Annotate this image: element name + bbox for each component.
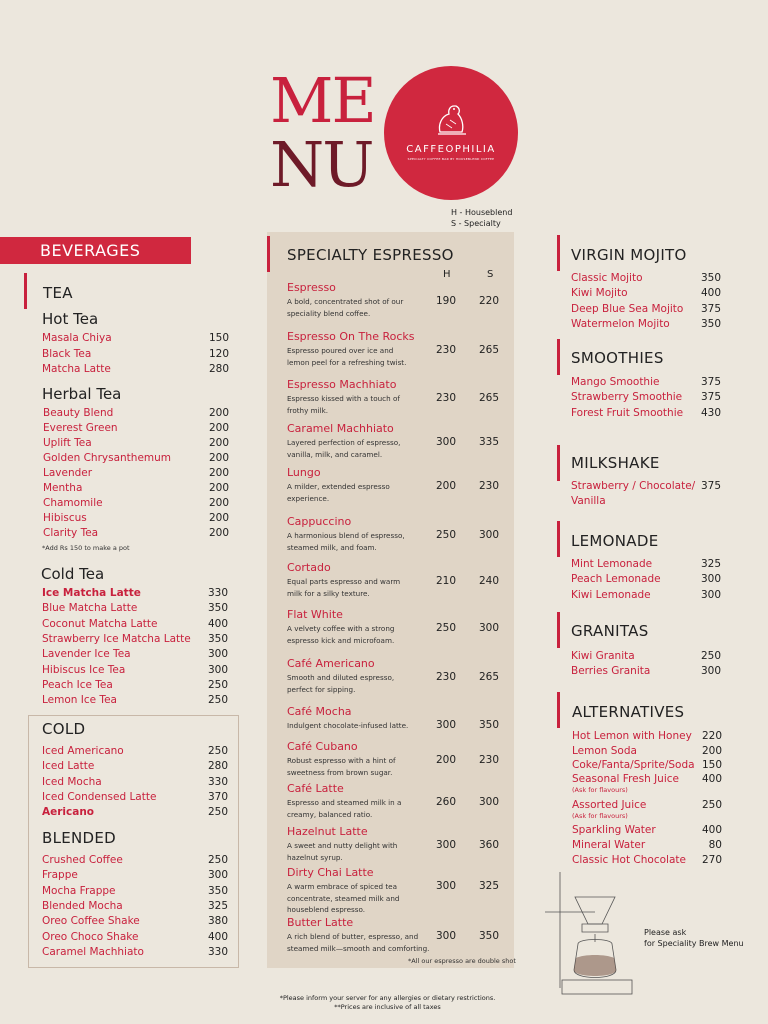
espresso-item-desc: A velvety coffee with a strong espresso kick and microfoam. [287,624,395,645]
bird-logo-icon [432,102,472,138]
menu-item-price: 200 [208,512,229,524]
espresso-price-h: 200 [435,754,456,766]
espresso-item-desc: Equal parts espresso and warm milk for a silky texture. [287,577,401,598]
menu-item-price: 300 [700,573,721,586]
menu-item-price: 370 [207,790,228,803]
menu-item-price: 220 [701,730,722,742]
alternatives-title: ALTERNATIVES [572,703,685,721]
menu-item-price: 250 [207,678,228,691]
menu-item-price: 200 [208,407,229,419]
legend-houseblend: H - Houseblend [451,208,513,217]
espresso-item-desc: A warm embrace of spiced tea concentrate, steamed milk and houseblend espresso. [287,882,400,914]
menu-item-price: 280 [208,363,229,375]
menu-item-price: 250 [207,745,228,757]
menu-item-name: Assorted Juice [572,799,647,811]
milkshake-price: 375 [700,480,721,492]
menu-item-price: 250 [207,694,228,707]
brew-note-line1: Please ask [644,928,687,937]
espresso-col-s: S [487,269,494,280]
espresso-item-name: Cappuccino [287,515,352,528]
menu-item-price: 200 [208,527,229,539]
menu-item-price: 350 [207,884,228,897]
cold-section-title: COLD [42,720,86,738]
espresso-item-name: Café Americano [287,657,375,670]
espresso-item-desc: Robust espresso with a hint of sweetness from brown sugar. [287,756,396,777]
espresso-section-bar [267,236,270,272]
menu-item-name: Classic Hot Chocolate [572,854,686,866]
menu-title-line1: ME [270,64,375,137]
espresso-price-h: 230 [435,671,456,683]
espresso-item-desc: Smooth and diluted espresso, perfect for sipping. [287,673,395,694]
menu-item-name: Hot Lemon with Honey [572,730,692,742]
menu-item-name: Mineral Water [572,839,646,851]
espresso-item-name: Butter Latte [287,916,354,929]
menu-item-price: 250 [700,650,721,662]
menu-item-name: Lemon Soda [572,745,637,757]
milkshake-line2: Vanilla [571,495,606,507]
smoothies-bar [557,339,560,375]
menu-item-name: Seasonal Fresh Juice [572,773,679,785]
pour-over-brewer-icon [540,862,640,1000]
menu-item-name: Iced Latte [42,760,95,773]
espresso-item-desc: A milder, extended espresso experience. [287,482,390,503]
menu-item-price: 250 [701,799,722,811]
menu-item-name: Masala Chiya [42,332,112,344]
espresso-price-h: 300 [435,880,456,892]
menu-item-name: Kiwi Granita [571,650,635,662]
granitas-title: GRANITAS [571,622,649,640]
legend-specialty: S - Specialty [451,219,501,228]
espresso-price-h: 300 [435,839,456,851]
alternatives-bar [557,692,560,728]
menu-item-price: 325 [700,558,721,570]
brand-name: CAFFEOPHILIA [406,144,496,155]
espresso-price-s: 335 [478,436,499,448]
espresso-item-desc: Layered perfection of espresso, vanilla, milk, and caramel. [287,438,401,459]
espresso-item-name: Espresso [287,281,336,294]
espresso-item-name: Flat White [287,608,343,621]
menu-item-name: Peach Lemonade [571,573,661,586]
menu-item-price: 250 [207,854,228,866]
espresso-section-title: SPECIALTY ESPRESSO [287,246,454,264]
espresso-price-s: 265 [478,392,499,404]
menu-item-price: 400 [207,617,228,630]
espresso-price-s: 265 [478,344,499,356]
menu-item-price: 400 [700,287,721,300]
tea-section-bar [24,273,27,309]
menu-item-name: Crushed Coffee [42,854,123,866]
espresso-price-h: 300 [435,436,456,448]
menu-item-name: Chamomile [43,497,103,509]
herbal-tea-note: *Add Rs 150 to make a pot [42,544,130,552]
milkshake-bar [557,445,560,481]
menu-item-price: 200 [208,422,229,434]
menu-item-price: 325 [207,899,228,912]
menu-item-price: 200 [208,497,229,509]
espresso-item-desc: A rich blend of butter, espresso, and steamed milk—smooth and comforting. [287,932,430,953]
menu-item-price: 200 [208,467,229,479]
espresso-price-s: 230 [478,480,499,492]
menu-item-price: 350 [207,632,228,645]
espresso-item-desc: Espresso and steamed milk in a creamy, balanced ratio. [287,798,402,819]
menu-item-name: Iced Condensed Latte [42,790,157,803]
menu-item-name: Berries Granita [571,665,651,678]
footer-tax-note: **Prices are inclusive of all taxes [334,1003,441,1011]
espresso-price-s: 265 [478,671,499,683]
menu-item-price: 250 [207,806,228,819]
espresso-item-desc: A harmonious blend of espresso, steamed milk, and foam. [287,531,405,552]
menu-item-subnote: (Ask for flavours) [572,786,628,794]
menu-item-name: Everest Green [43,422,118,434]
smoothies-title: SMOOTHIES [571,349,664,367]
espresso-price-s: 360 [478,839,499,851]
menu-item-name: Forest Fruit Smoothie [571,406,684,419]
menu-item-price: 300 [700,588,721,601]
espresso-price-s: 240 [478,575,499,587]
menu-item-price: 270 [701,854,722,866]
espresso-price-h: 230 [435,344,456,356]
menu-item-name: Aericano [42,806,95,819]
menu-item-price: 380 [207,915,228,928]
espresso-note: *All our espresso are double shot [408,957,516,965]
menu-item-price: 300 [207,663,228,676]
menu-item-name: Sparkling Water [572,824,656,836]
blended-section-title: BLENDED [42,829,117,847]
menu-item-price: 300 [700,665,721,678]
menu-item-subnote: (Ask for flavours) [572,812,628,820]
espresso-item-name: Caramel Machhiato [287,422,394,435]
footer-allergy-note: *Please inform your server for any allergies or dietary restrictions. [279,994,496,1002]
espresso-item-name: Espresso Machhiato [287,378,397,391]
menu-item-price: 150 [208,332,229,344]
menu-item-price: 300 [207,648,228,661]
menu-item-price: 330 [207,945,228,958]
virgin-mojito-title: VIRGIN MOJITO [571,246,687,264]
espresso-price-h: 250 [435,622,456,634]
espresso-price-s: 350 [478,719,499,731]
menu-item-name: Iced Americano [42,745,124,757]
espresso-item-name: Café Latte [287,782,344,795]
menu-item-name: Lavender [43,467,93,479]
menu-item-name: Clarity Tea [43,527,99,539]
menu-item-name: Lemon Ice Tea [42,694,117,707]
espresso-price-h: 230 [435,392,456,404]
lemonade-title: LEMONADE [571,532,659,550]
menu-item-name: Mango Smoothie [571,376,660,388]
menu-item-name: Beauty Blend [43,407,114,419]
menu-item-price: 330 [207,775,228,788]
espresso-col-h: H [443,269,451,280]
menu-item-price: 430 [700,406,721,419]
menu-item-price: 300 [207,869,228,882]
espresso-item-name: Hazelnut Latte [287,825,368,838]
menu-item-name: Golden Chrysanthemum [43,452,172,464]
menu-item-name: Mocha Frappe [42,884,116,897]
menu-item-price: 80 [708,839,722,851]
menu-item-name: Ice Matcha Latte [42,587,141,599]
menu-item-name: Mint Lemonade [571,558,653,570]
espresso-item-name: Cortado [287,561,331,574]
menu-item-name: Oreo Choco Shake [42,930,139,943]
menu-item-price: 350 [700,272,721,284]
herbal-tea-title: Herbal Tea [42,385,122,403]
menu-item-name: Lavender Ice Tea [42,648,131,661]
menu-item-name: Oreo Coffee Shake [42,915,140,928]
menu-item-name: Kiwi Mojito [571,287,628,300]
menu-item-price: 350 [700,317,721,330]
espresso-item-name: Lungo [287,466,321,479]
espresso-price-h: 250 [435,529,456,541]
menu-item-price: 375 [700,302,721,315]
menu-item-price: 375 [700,376,721,388]
brand-tagline: SPECIALTY COFFEE BAR BY HOUSEBLEND COFFEE [407,157,495,161]
espresso-item-desc: Espresso poured over ice and lemon peel for a refreshing twist. [287,346,407,367]
menu-item-price: 330 [207,587,228,599]
menu-item-price: 400 [701,824,722,836]
espresso-item-name: Café Cubano [287,740,358,753]
brand-logo-circle [384,66,518,200]
espresso-price-s: 325 [478,880,499,892]
menu-item-name: Watermelon Mojito [571,317,670,330]
menu-item-price: 200 [208,437,229,449]
menu-title-line2: NU [270,128,373,201]
espresso-price-s: 300 [478,622,499,634]
lemonade-bar [557,521,560,557]
menu-item-name: Frappe [42,869,78,882]
menu-item-name: Hibiscus Ice Tea [42,663,126,676]
menu-item-name: Blended Mocha [42,899,123,912]
menu-item-name: Coke/Fanta/Sprite/Soda [572,759,695,771]
espresso-item-desc: A sweet and nutty delight with hazelnut syrup. [287,841,398,862]
espresso-price-h: 190 [435,295,456,307]
espresso-price-h: 200 [435,480,456,492]
menu-item-price: 120 [208,347,229,360]
menu-item-name: Caramel Machhiato [42,945,144,958]
espresso-item-name: Café Mocha [287,705,352,718]
menu-item-name: Matcha Latte [42,363,111,375]
menu-item-name: Strawberry Ice Matcha Latte [42,632,191,645]
menu-item-name: Blue Matcha Latte [42,602,138,615]
menu-item-name: Peach Ice Tea [42,678,113,691]
menu-item-name: Iced Mocha [42,775,102,788]
brew-note-line2: for Speciality Brew Menu [644,939,744,948]
menu-item-name: Mentha [43,482,83,494]
espresso-price-s: 230 [478,754,499,766]
espresso-item-name: Espresso On The Rocks [287,330,415,343]
menu-item-name: Hibiscus [43,512,87,524]
espresso-item-desc: Espresso kissed with a touch of frothy milk. [287,394,400,415]
espresso-price-h: 300 [435,719,456,731]
menu-item-name: Deep Blue Sea Mojito [571,302,684,315]
menu-item-name: Strawberry Smoothie [571,391,683,404]
espresso-price-h: 260 [435,796,456,808]
menu-item-name: Coconut Matcha Latte [42,617,158,630]
espresso-price-s: 220 [478,295,499,307]
espresso-item-desc: A bold, concentrated shot of our speciality blend coffee. [287,297,404,318]
menu-item-price: 200 [208,482,229,494]
menu-item-price: 280 [207,760,228,773]
tea-section-title: TEA [43,284,73,302]
espresso-item-desc: Indulgent chocolate-infused latte. [287,721,409,730]
menu-item-name: Black Tea [42,347,92,360]
hot-tea-title: Hot Tea [42,310,99,328]
menu-item-name: Kiwi Lemonade [571,588,651,601]
milkshake-title: MILKSHAKE [571,454,660,472]
menu-item-name: Classic Mojito [571,272,643,284]
espresso-price-h: 300 [435,930,456,942]
milkshake-line1: Strawberry / Chocolate/ [571,480,696,492]
espresso-price-s: 300 [478,529,499,541]
espresso-price-s: 350 [478,930,499,942]
cold-tea-title: Cold Tea [41,565,105,583]
menu-item-price: 400 [701,773,722,785]
menu-item-price: 200 [208,452,229,464]
menu-item-name: Uplift Tea [43,437,92,449]
espresso-item-name: Dirty Chai Latte [287,866,374,879]
menu-item-price: 350 [207,602,228,615]
menu-item-price: 400 [207,930,228,943]
beverages-banner: BEVERAGES [0,237,191,264]
menu-item-price: 200 [701,745,722,757]
espresso-price-h: 210 [435,575,456,587]
menu-item-price: 150 [701,759,722,771]
menu-item-price: 375 [700,391,721,404]
granitas-bar [557,612,560,648]
virgin-mojito-bar [557,235,560,271]
espresso-price-s: 300 [478,796,499,808]
